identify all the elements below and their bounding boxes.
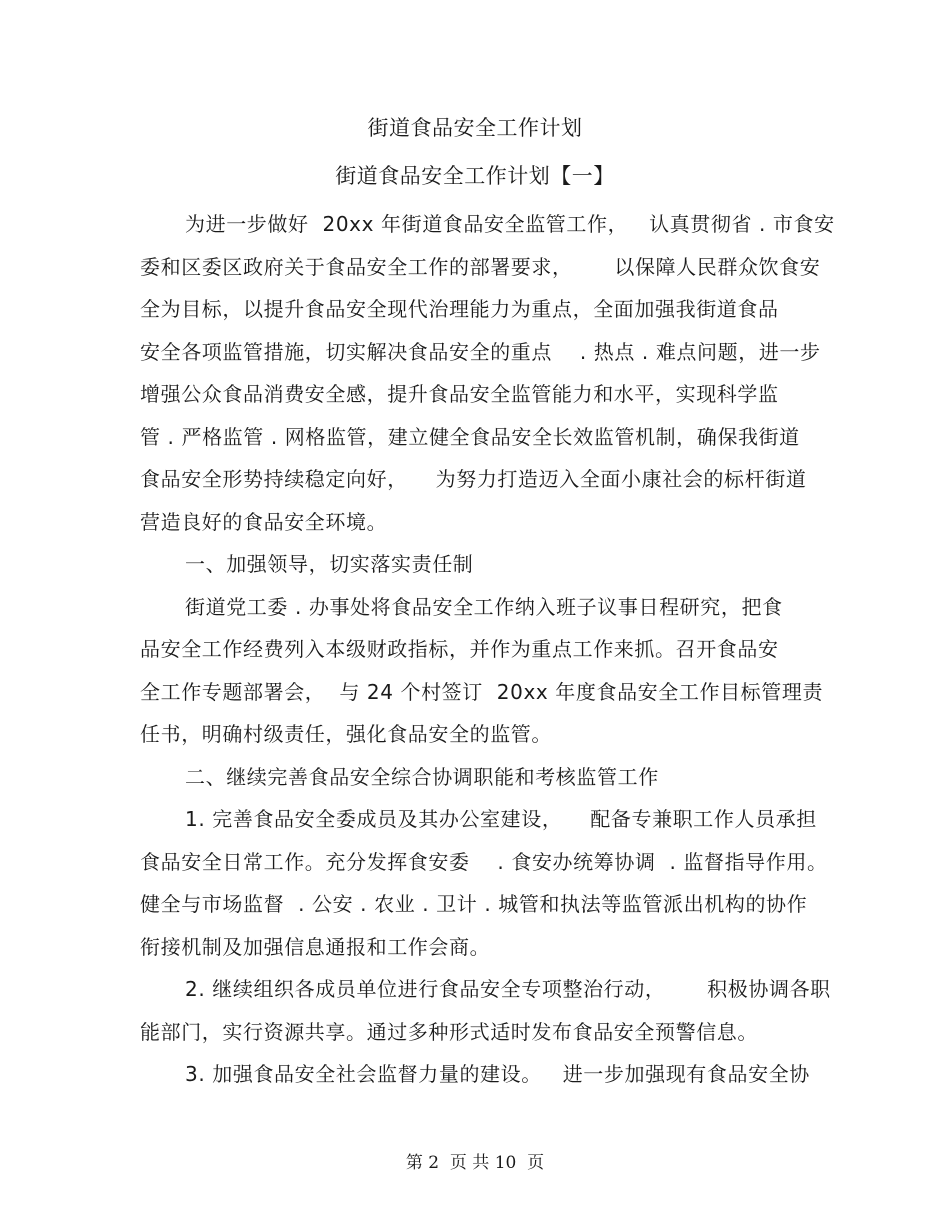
paragraph-line: 衔接机制及加强信息通报和工作会商。 xyxy=(140,934,491,959)
section-heading: 一、加强领导，切实落实责任制 xyxy=(185,552,474,576)
paragraph-line: 全工作专题部署会， 与 24 个村签订 20xx 年度食品安全工作目标管理责 xyxy=(140,679,824,704)
document-subtitle: 街道食品安全工作计划【一】 xyxy=(335,164,615,188)
paragraph-line: 管 . 严格监管 . 网格监管，建立健全食品安全长效监管机制，确保我街道 xyxy=(140,424,800,449)
paragraph-line: 安全各项监管措施，切实解决食品安全的重点 . 热点 . 难点问题，进一步 xyxy=(140,339,821,364)
paragraph-line: 增强公众食品消费安全感，提升食品安全监管能力和水平，实现科学监 xyxy=(140,382,779,406)
paragraph-line: 3. 加强食品安全社会监督力量的建设。 进一步加强现有食品安全协 xyxy=(185,1062,810,1086)
paragraph-line: 1. 完善食品安全委成员及其办公室建设， 配备专兼职工作人员承担 xyxy=(185,807,817,831)
paragraph-line: 食品安全日常工作。充分发挥食安委 . 食安办统筹协调 . 监督指导作用。 xyxy=(140,849,828,874)
paragraph-line: 品安全工作经费列入本级财政指标，并作为重点工作来抓。召开食品安 xyxy=(140,637,779,661)
paragraph-line: 能部门，实行资源共享。通过多种形式适时发布食品安全预警信息。 xyxy=(140,1019,758,1044)
page-number-footer: 第 2 页 共 10 页 xyxy=(405,1153,545,1173)
paragraph-line: 食品安全形势持续稳定向好， 为努力打造迈入全面小康社会的标杆街道 xyxy=(140,467,807,491)
paragraph-line: 全为目标，以提升食品安全现代治理能力为重点，全面加强我街道食品 xyxy=(140,297,779,321)
section-heading: 二、继续完善食品安全综合协调职能和考核监管工作 xyxy=(185,764,659,789)
paragraph-line: 街道党工委 . 办事处将食品安全工作纳入班子议事日程研究，把食 xyxy=(185,594,783,619)
paragraph-line: 委和区委区政府关于食品安全工作的部署要求， 以保障人民群众饮食安 xyxy=(140,254,821,279)
document-body xyxy=(140,203,835,1096)
paragraph-line: 2. 继续组织各成员单位进行食品安全专项整治行动， 积极协调各职 xyxy=(185,977,831,1001)
paragraph-line: 为进一步做好 20xx 年街道食品安全监管工作， 认真贯彻省 . 市食安 xyxy=(185,212,835,236)
paragraph-line: 健全与市场监督 . 公安 . 农业 . 卫计 . 城管和执法等监管派出机构的协作 xyxy=(140,892,808,916)
paragraph-line: 任书，明确村级责任，强化食品安全的监管。 xyxy=(140,722,552,746)
paragraph-line: 营造良好的食品安全环境。 xyxy=(140,509,388,534)
document-title: 街道食品安全工作计划 xyxy=(367,116,583,140)
